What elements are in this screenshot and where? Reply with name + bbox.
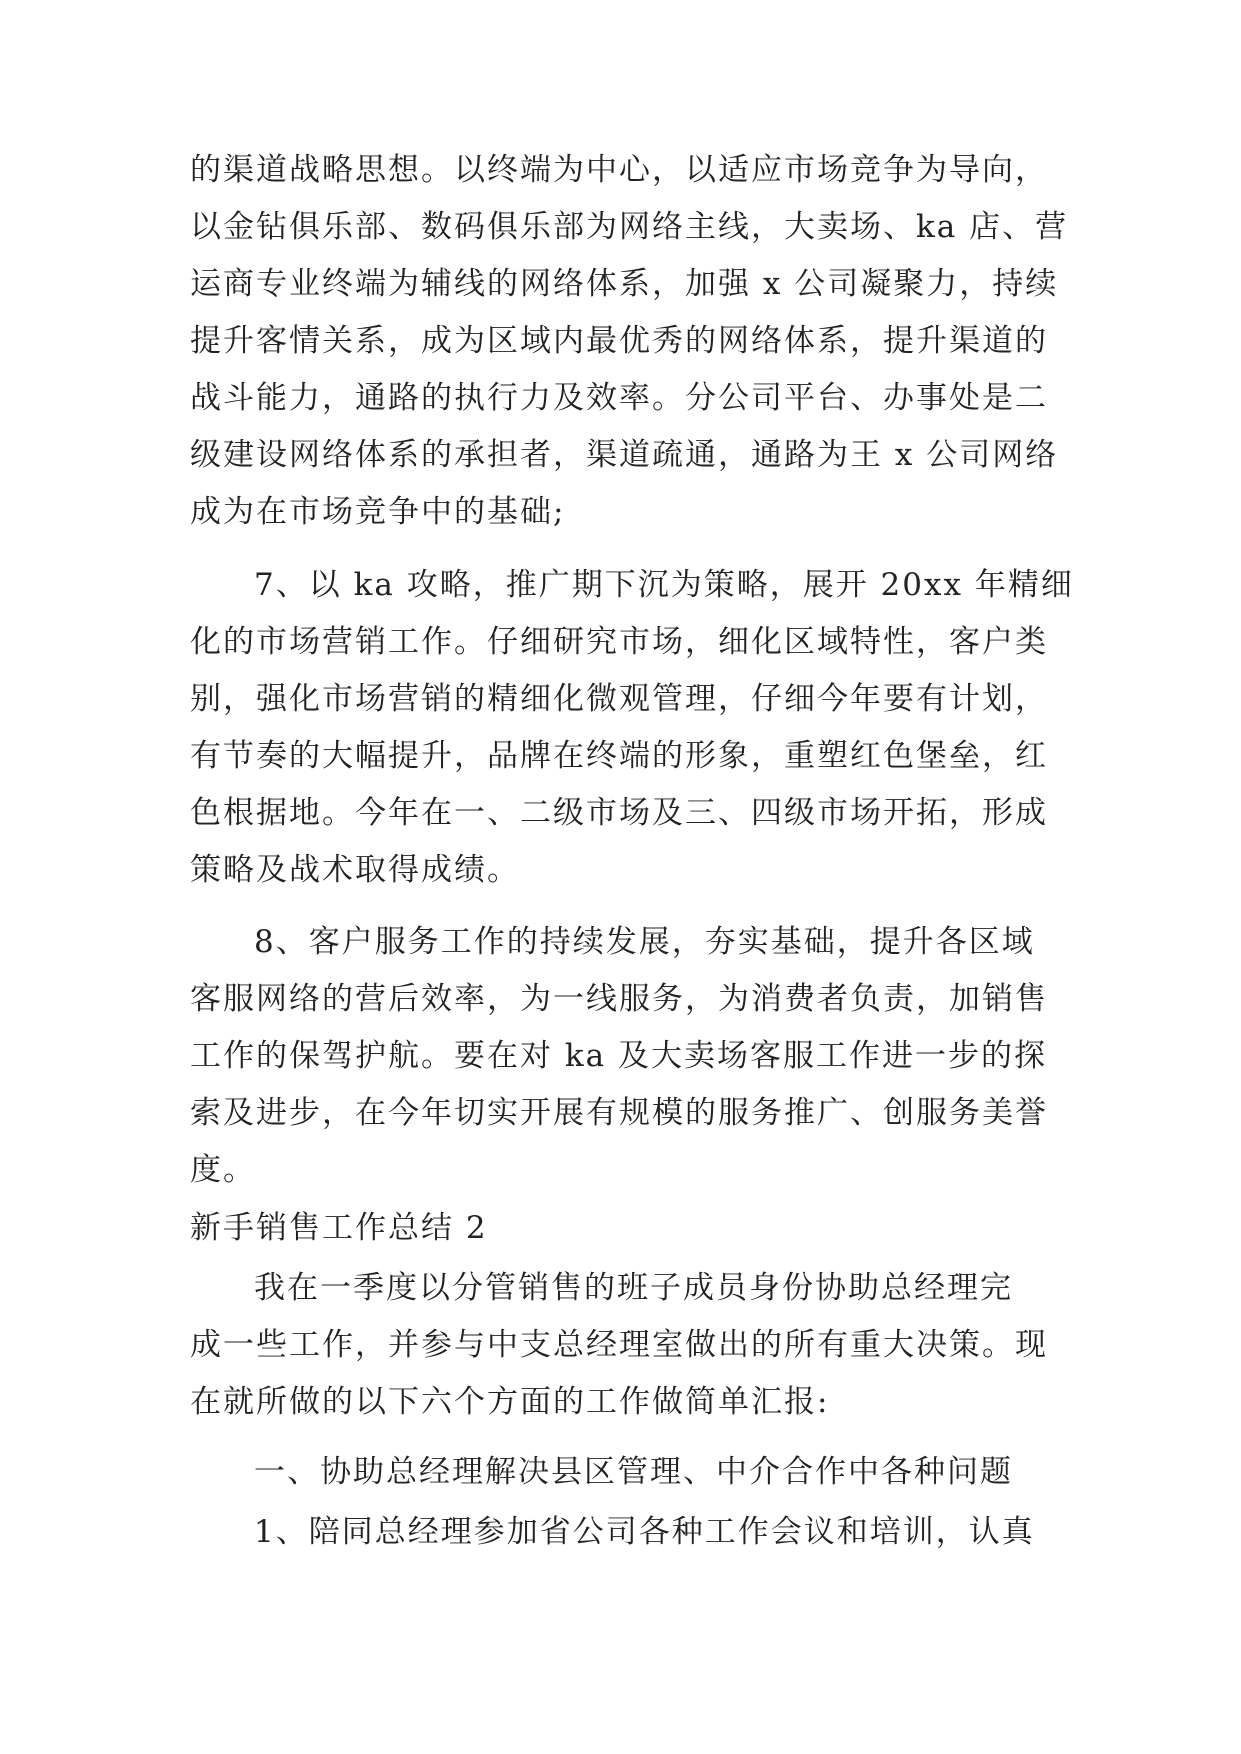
- text-line: 运商专业终端为辅线的网络体系，加强 x 公司凝聚力，持续: [190, 266, 1059, 302]
- text-line: 7、以 ka 攻略，推广期下沉为策略，展开 20xx 年精细: [254, 567, 1074, 603]
- text-line: 1、陪同总经理参加省公司各种工作会议和培训，认真: [254, 1514, 1035, 1550]
- text-line: 战斗能力，通路的执行力及效率。分公司平台、办事处是二: [190, 380, 1048, 416]
- text-line: 成为在市场竞争中的基础;: [190, 494, 566, 530]
- text-line: 提升客情关系，成为区域内最优秀的网络体系，提升渠道的: [190, 323, 1048, 359]
- text-line: 工作的保驾护航。要在对 ka 及大卖场客服工作进一步的探: [190, 1038, 1047, 1074]
- text-line: 成一些工作，并参与中支总经理室做出的所有重大决策。现: [190, 1327, 1048, 1363]
- text-line: 有节奏的大幅提升，品牌在终端的形象，重塑红色堡垒，红: [190, 738, 1048, 774]
- text-line: 化的市场营销工作。仔细研究市场，细化区域特性，客户类: [190, 624, 1048, 660]
- text-line: 8、客户服务工作的持续发展，夯实基础，提升各区域: [254, 924, 1035, 960]
- text-line: 在就所做的以下六个方面的工作做简单汇报:: [190, 1384, 830, 1420]
- section-heading: 新手销售工作总结 2: [190, 1210, 488, 1246]
- text-line: 以金钻俱乐部、数码俱乐部为网络主线，大卖场、ka 店、营: [190, 209, 1069, 245]
- text-line: 级建设网络体系的承担者，渠道疏通，通路为王 x 公司网络: [190, 437, 1059, 473]
- text-line: 的渠道战略思想。以终端为中心，以适应市场竞争为导向，: [190, 152, 1048, 188]
- text-line: 色根据地。今年在一、二级市场及三、四级市场开拓，形成: [190, 795, 1048, 831]
- text-line: 客服网络的营后效率，为一线服务，为消费者负责，加销售: [190, 981, 1048, 1017]
- text-line: 策略及战术取得成绩。: [190, 852, 520, 888]
- text-line: 我在一季度以分管销售的班子成员身份协助总经理完: [254, 1270, 1013, 1306]
- text-line: 索及进步，在今年切实开展有规模的服务推广、创服务美誉: [190, 1095, 1048, 1131]
- text-line: 一、协助总经理解决县区管理、中介合作中各种问题: [254, 1454, 1013, 1490]
- text-line: 度。: [190, 1152, 256, 1188]
- text-line: 别，强化市场营销的精细化微观管理，仔细今年要有计划，: [190, 681, 1048, 717]
